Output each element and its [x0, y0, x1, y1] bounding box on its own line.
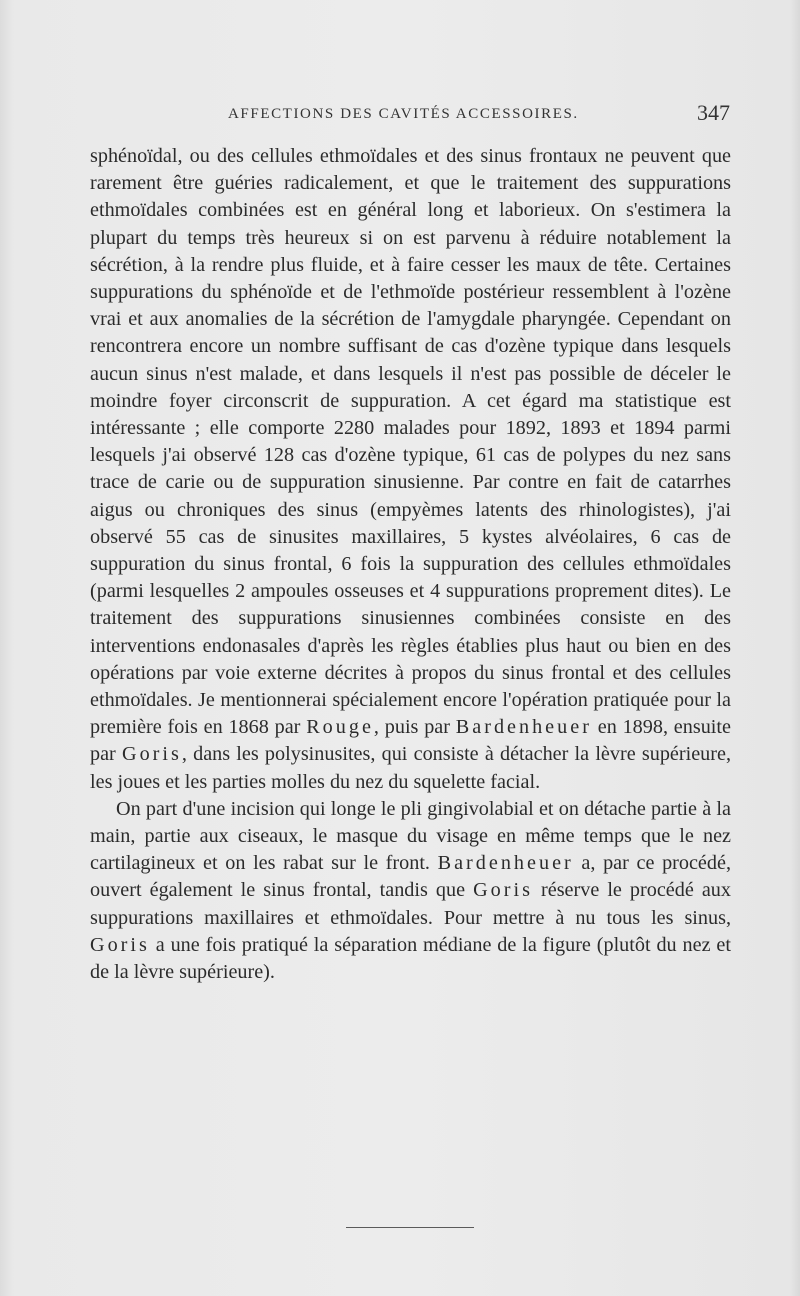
- author-name-spaced: Bardenheuer: [455, 716, 592, 739]
- text-run: réserve le procédé aux suppurations maxillaires et ethmoïdales. Pour mettre à nu tous les sinus,: [90, 879, 731, 929]
- author-name-spaced: Goris: [90, 933, 150, 956]
- text-run: a, par ce procédé, ouvert également le sinus frontal, tandis que: [90, 852, 731, 902]
- author-name-spaced: Rouge: [306, 716, 374, 739]
- body-text: [90, 143, 731, 986]
- text-run: , puis par: [373, 716, 456, 739]
- text-run: sphénoïdal, ou des cellules ethmoïdales et des sinus frontaux ne peuvent que rarement être guéries radicalement, et que le traitement des suppurations ethmoïdales combinées est en général long et laborieux. On s'estimera la plupart du temps très heureux si on est parvenu à réduire notablement la sécrétion, à la rendre plus fluide, et à faire cesser les maux de tête. Certaines suppurations du sphénoïde et de l'ethmoïde postérieur ressemblent à l'ozène vrai et aux anomalies de la sécrétion de l'amygdale pharyngée. Cependant on rencontrera encore un nombre suffisant de cas d'ozène typique dans lesquels aucun sinus n'est malade, et dans lesquels il n'est pas possible de déceler le moindre foyer circonscrit de suppuration. A cet égard ma statistique est intéressante ; elle comporte 2280 malades pour 1892, 1893 et 1894 parmi lesquels j'ai observé 128 cas d'ozène typique, 61 cas de polypes du nez sans trace de carie ou de suppuration sinusienne. Par contre en fait de catarrhes aigus ou chroniques des sinus (empyèmes latents des rhinologistes), j'ai observé 55 cas de sinusites maxillaires, 5 kystes alvéolaires, 6 cas de suppuration du sinus frontal, 6 fois la suppuration des cellules ethmoïdales (parmi lesquelles 2 ampoules osseuses et 4 suppurations proprement dites). Le traitement des suppurations sinusiennes combinées consiste en des interventions endonasales d'après les règles établies plus haut ou bien en des opérations par voie externe décrites à propos du sinus frontal et des cellules ethmoïdales. Je mentionnerai spécialement encore l'opération pratiquée pour la première fois en 1868 par: [90, 145, 731, 739]
- section-end-rule: [346, 1227, 474, 1228]
- author-name-spaced: Bardenheuer: [437, 852, 574, 875]
- paragraph: [90, 796, 731, 986]
- text-run: On part d'une incision qui longe le pli gingivolabial et on détache partie à la main, partie aux ciseaux, le masque du visage en même temps que le nez cartilagineux et on les rabat sur le front.: [90, 797, 731, 875]
- running-head-title: AFFECTIONS DES CAVITÉS ACCESSOIRES.: [228, 106, 579, 122]
- page-number: 347: [697, 100, 730, 125]
- text-run: a une fois pratiqué la séparation médiane de la figure (plutôt du nez et de la lèvre supérieure).: [90, 933, 731, 984]
- text-run: , dans les polysinusites, qui consiste à détacher la lèvre supérieure, les joues et les parties molles du nez du squelette facial.: [90, 743, 731, 793]
- text-run: en 1898, ensuite par: [90, 716, 731, 766]
- paragraph: [90, 143, 731, 796]
- author-name-spaced: Goris: [121, 743, 182, 766]
- author-name-spaced: Goris: [473, 879, 533, 902]
- running-head: [90, 102, 730, 132]
